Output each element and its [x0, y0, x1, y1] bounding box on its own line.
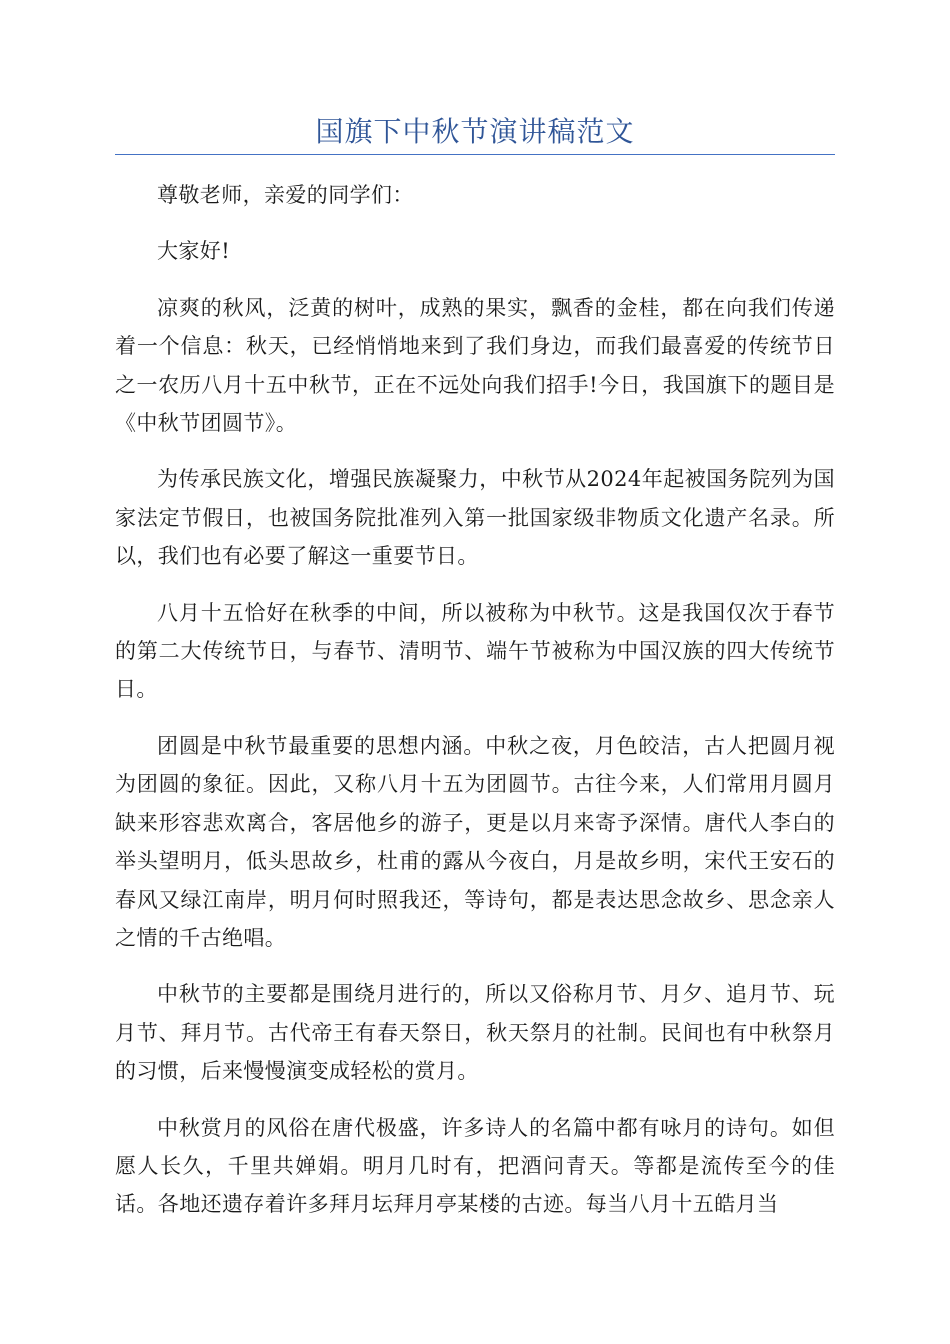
paragraph: 八月十五恰好在秋季的中间，所以被称为中秋节。这是我国仅次于春节的第二大传统节日，与春节、清明节、端午节被称为中国汉族的四大传统节日。 — [115, 600, 835, 702]
page-title: 国旗下中秋节演讲稿范文 — [315, 115, 635, 148]
title-underline — [115, 154, 835, 155]
salutation: 尊敬老师，亲爱的同学们： — [157, 183, 414, 207]
paragraph: 凉爽的秋风，泛黄的树叶，成熟的果实，飘香的金桂，都在向我们传递着一个信息：秋天，已经悄悄地来到了我们身边，而我们最喜爱的传统节日之一农历八月十五中秋节，正在不远处向我们招手!今日，我国旗下的题目是《中秋节团圆节》。 — [115, 295, 835, 436]
paragraph: 中秋赏月的风俗在唐代极盛，许多诗人的名篇中都有咏月的诗句。如但愿人长久，千里共婵娟。明月几时有，把酒问青天。等都是流传至今的佳话。各地还遗存着许多拜月坛拜月亭某楼的古迹。每当八月十五皓月当 — [115, 1115, 835, 1217]
paragraph: 中秋节的主要都是围绕月进行的，所以又俗称月节、月夕、追月节、玩月节、拜月节。古代帝王有春天祭日，秋天祭月的社制。民间也有中秋祭月的习惯，后来慢慢演变成轻松的赏月。 — [115, 982, 835, 1084]
paragraph: 团圆是中秋节最重要的思想内涵。中秋之夜，月色皎洁，古人把圆月视为团圆的象征。因此，又称八月十五为团圆节。古往今来，人们常用月圆月缺来形容悲欢离合，客居他乡的游子，更是以月来寄予深情。唐代人李白的举头望明月，低头思故乡，杜甫的露从今夜白，月是故乡明，宋代王安石的春风又绿江南岸，明月何时照我还，等诗句，都是表达思念故乡、思念亲人之情的千古绝唱。 — [115, 733, 835, 950]
greeting: 大家好! — [157, 239, 231, 264]
paragraph: 为传承民族文化，增强民族凝聚力，中秋节从2024年起被国务院列为国家法定节假日，也被国务院批准列入第一批国家级非物质文化遗产名录。所以，我们也有必要了解这一重要节日。 — [115, 467, 835, 569]
document-body — [115, 176, 835, 1242]
